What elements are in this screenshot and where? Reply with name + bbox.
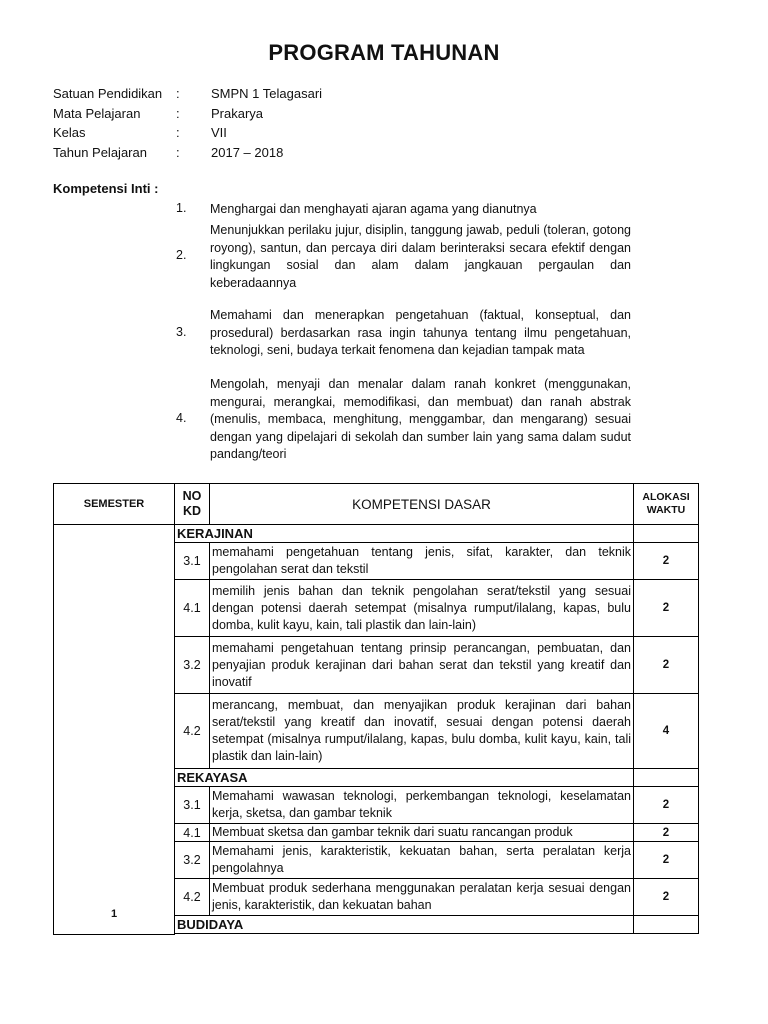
table-group-row bbox=[54, 525, 699, 543]
info-value: SMPN 1 Telagasari bbox=[211, 86, 323, 101]
header-kd: KD bbox=[182, 504, 202, 518]
kd-text: Memahami jenis, karakteristik, kekuatan bahan, serta peralatan kerja pengolahnya bbox=[210, 842, 634, 879]
info-row-tahun bbox=[53, 145, 653, 165]
header-semester: SEMESTER bbox=[54, 484, 175, 525]
info-label: Tahun Pelajaran bbox=[53, 144, 147, 160]
kd-text: memahami pengetahuan tentang prinsip perancangan, pembuatan, dan penyajian produk kerajinan dari bahan serat dan tekstil yang kreatif dan inovatif bbox=[210, 637, 634, 694]
spacer-cell bbox=[175, 934, 699, 935]
info-value: Prakarya bbox=[211, 105, 264, 121]
kd-number: 3.1 bbox=[175, 787, 210, 824]
ki-text: Mengolah, menyaji dan menalar dalam ranah konkret (menggunakan, mengurai, merangkai, memodifikasi, dan membuat) dan ranah abstrak (menulis, membaca, menghitung, menggambar, dan mengarang) sesuai dengan yang dipelajari di sekolah dan sumber lain yang sama dalam sudut pandang/teori bbox=[210, 377, 631, 461]
kd-number: 4.1 bbox=[175, 824, 210, 842]
kd-alokasi: 2 bbox=[634, 842, 699, 879]
ki-text: Memahami dan menerapkan pengetahuan (faktual, konseptual, dan prosedural) berdasarkan rasa ingin tahunya tentang ilmu pengetahuan, teknologi, seni, budaya terkait fenomena dan kejadian tampak mata bbox=[210, 308, 631, 357]
info-colon: : bbox=[176, 144, 180, 160]
ki-number: 4. bbox=[176, 411, 187, 425]
info-row-satuan bbox=[53, 86, 653, 106]
kd-number: 3.2 bbox=[175, 842, 210, 879]
kompetensi-dasar-table bbox=[53, 483, 699, 935]
ki-number: 2. bbox=[176, 248, 187, 262]
kd-number: 4.1 bbox=[175, 580, 210, 637]
group-label: BUDIDAYA bbox=[175, 916, 634, 934]
kd-number: 3.1 bbox=[175, 543, 210, 580]
kd-alokasi: 2 bbox=[634, 637, 699, 694]
kd-alokasi: 2 bbox=[634, 824, 699, 842]
info-row-mapel bbox=[53, 106, 653, 126]
kompetensi-inti-heading: Kompetensi Inti : bbox=[53, 181, 159, 196]
header-waktu: WAKTU bbox=[646, 504, 686, 516]
ki-text: Menunjukkan perilaku jujur, disiplin, tanggung jawab, peduli (toleran, gotong royong), santun, dan percaya diri dalam berinteraksi secara efektif dengan lingkungan sosial dan alam dalam jangkauan pergaulan dan keberadaannya bbox=[210, 223, 631, 290]
ki-number: 3. bbox=[176, 325, 187, 339]
kd-number: 4.2 bbox=[175, 879, 210, 916]
kd-alokasi: 4 bbox=[634, 694, 699, 769]
info-value: VII bbox=[211, 125, 227, 140]
empty-cell bbox=[634, 916, 699, 934]
header-alokasi: ALOKASI bbox=[642, 491, 690, 503]
kd-text: Membuat produk sederhana menggunakan peralatan kerja sesuai dengan jenis, karakteristik, dan kekuatan bahan bbox=[210, 879, 634, 916]
info-colon: : bbox=[176, 86, 180, 101]
header-alokasi-waktu bbox=[634, 484, 699, 525]
kd-alokasi: 2 bbox=[634, 543, 699, 580]
table-header-row bbox=[54, 484, 699, 525]
empty-cell bbox=[634, 525, 699, 543]
info-label: Kelas bbox=[53, 125, 86, 140]
header-no-kd bbox=[175, 484, 210, 525]
header-kompetensi-dasar: KOMPETENSI DASAR bbox=[210, 484, 634, 525]
info-row-kelas bbox=[53, 125, 653, 145]
kd-text: Memahami wawasan teknologi, perkembangan teknologi, keselamatan kerja, sketsa, dan gambar teknik bbox=[210, 787, 634, 824]
empty-cell bbox=[634, 769, 699, 787]
header-no: NO bbox=[182, 489, 202, 503]
kd-alokasi: 2 bbox=[634, 580, 699, 637]
kd-number: 3.2 bbox=[175, 637, 210, 694]
group-label: REKAYASA bbox=[175, 769, 634, 787]
kd-alokasi: 2 bbox=[634, 879, 699, 916]
semester-cell: 1 bbox=[54, 525, 175, 935]
info-block bbox=[53, 86, 653, 164]
info-label: Mata Pelajaran bbox=[53, 105, 141, 121]
info-value: 2017 – 2018 bbox=[211, 144, 284, 160]
ki-text: Menghargai dan menghayati ajaran agama yang dianutnya bbox=[210, 202, 537, 216]
info-label: Satuan Pendidikan bbox=[53, 86, 163, 101]
kd-text: Membuat sketsa dan gambar teknik dari suatu rancangan produk bbox=[210, 824, 634, 842]
kd-text: memilih jenis bahan dan teknik pengolahan serat/tekstil yang sesuai dengan potensi daerah setempat (misalnya rumput/ilalang, kapas, bulu domba, kulit kayu, kain, tali plastik dan lain-lain) bbox=[210, 580, 634, 637]
info-colon: : bbox=[176, 105, 180, 121]
document-title: PROGRAM TAHUNAN bbox=[268, 40, 500, 65]
group-label: KERAJINAN bbox=[175, 525, 634, 543]
kd-number: 4.2 bbox=[175, 694, 210, 769]
info-colon: : bbox=[176, 125, 180, 140]
kd-text: memahami pengetahuan tentang jenis, sifat, karakter, dan teknik pengolahan serat dan tekstil bbox=[210, 543, 634, 580]
kd-text: merancang, membuat, dan menyajikan produk kerajinan dari bahan serat/tekstil yang kreatif dan inovatif, sesuai dengan potensi daerah setempat (misalnya rumput/ilalang, kapas, bulu domba, kulit kayu, kain, tali plastik dan lain-lain) bbox=[210, 694, 634, 769]
ki-number: 1. bbox=[176, 201, 187, 215]
kd-alokasi: 2 bbox=[634, 787, 699, 824]
